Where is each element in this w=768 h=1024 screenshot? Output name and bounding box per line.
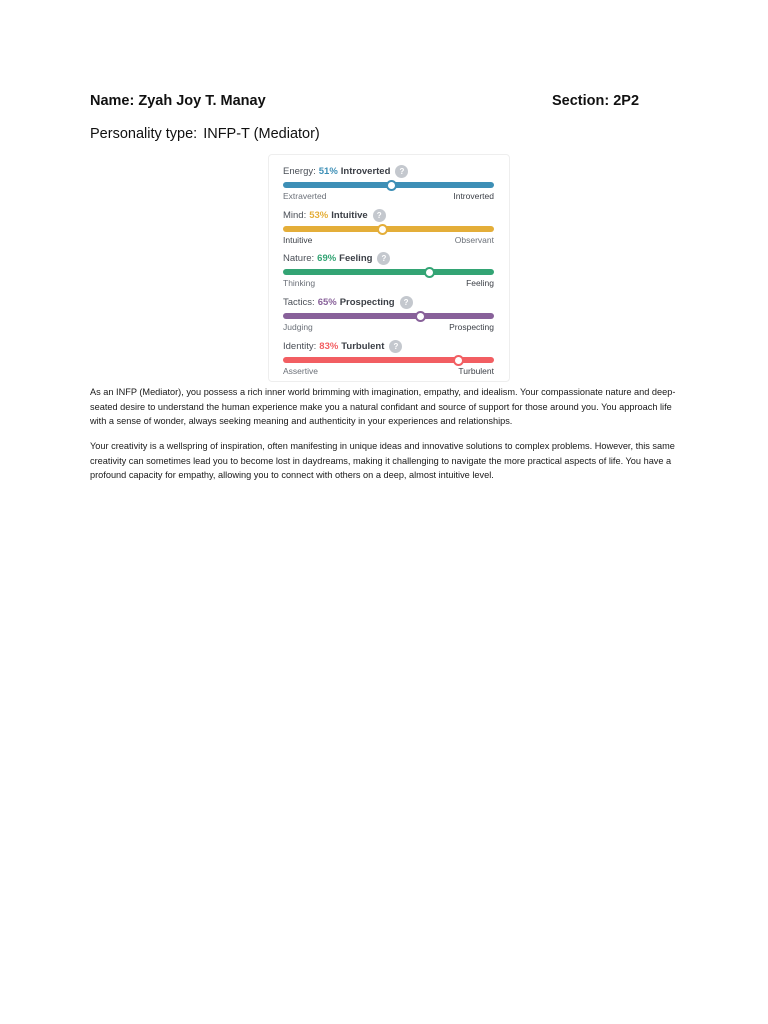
description-paragraph-2: Your creativity is a wellspring of inspiration, often manifesting in unique ideas and innovative solutions to complex problems. However, this same creativity can sometimes lead you to become lost in daydreams, making it challenging to navigate the more practical aspects of life. You have a profound capacity for empathy, allowing you to connect with others on a deep, almost intuitive level. [90, 441, 675, 481]
trait-tactics [283, 296, 494, 333]
trait-ends [283, 321, 494, 333]
trait-bar-knob [386, 180, 397, 191]
personality-type-label: Personality type: [90, 126, 198, 142]
trait-percent: 83% [319, 341, 339, 352]
section-label: Section: 2P2 [552, 93, 640, 109]
trait-title [283, 252, 494, 265]
trait-left-end: Thinking [283, 278, 316, 288]
trait-category: Nature: [283, 253, 315, 264]
trait-energy [283, 165, 494, 202]
trait-right-end: Introverted [453, 191, 494, 201]
trait-category: Tactics: [283, 297, 315, 308]
trait-ends [283, 190, 494, 202]
trait-name: Turbulent [341, 341, 385, 352]
trait-percent: 69% [317, 253, 337, 264]
trait-percent: 65% [317, 297, 337, 308]
trait-ends [283, 277, 494, 289]
trait-bar [283, 182, 494, 188]
trait-category: Mind: [283, 210, 307, 221]
trait-left-end: Extraverted [283, 191, 327, 201]
trait-left-end: Assertive [283, 366, 318, 376]
trait-nature [283, 252, 494, 289]
trait-category: Identity: [283, 341, 317, 352]
help-icon: ? [400, 296, 413, 309]
trait-title [283, 209, 494, 222]
trait-bar [283, 357, 494, 363]
trait-right-end: Observant [454, 235, 494, 245]
trait-ends [283, 234, 494, 246]
trait-percent: 53% [309, 210, 329, 221]
trait-title [283, 165, 494, 178]
trait-right-end: Feeling [466, 278, 494, 288]
trait-identity [283, 340, 494, 377]
help-icon: ? [377, 252, 390, 265]
trait-results-image [268, 154, 510, 382]
trait-name: Intuitive [331, 210, 368, 221]
trait-name: Prospecting [339, 297, 395, 308]
trait-bar [283, 269, 494, 275]
trait-name: Introverted [340, 166, 391, 177]
trait-mind [283, 209, 494, 246]
trait-category: Energy: [283, 166, 316, 177]
description-paragraph-1: As an INFP (Mediator), you possess a rich inner world brimming with imagination, empathy, and idealism. Your compassionate nature and deep-seated desire to understand the human experience make you a natural confidant and source of support for those around you. You approach life with a sense of wonder, always seeking meaning and authenticity in your experiences and relationships. [90, 387, 676, 427]
trait-percent: 51% [318, 166, 338, 177]
help-icon: ? [395, 165, 408, 178]
trait-bar [283, 226, 494, 232]
trait-left-end: Judging [283, 322, 313, 332]
personality-type-value: INFP-T (Mediator) [203, 126, 320, 142]
trait-title [283, 340, 494, 353]
trait-right-end: Turbulent [458, 366, 494, 376]
trait-left-end: Intuitive [283, 235, 313, 245]
trait-bar [283, 313, 494, 319]
student-name: Name: Zyah Joy T. Manay [90, 93, 266, 109]
help-icon: ? [389, 340, 402, 353]
personality-type-line [90, 126, 320, 142]
trait-right-end: Prospecting [449, 322, 494, 332]
trait-bar-knob [424, 267, 435, 278]
trait-title [283, 296, 494, 309]
help-icon: ? [373, 209, 386, 222]
document-header [90, 93, 650, 113]
trait-name: Feeling [339, 253, 373, 264]
trait-ends [283, 365, 494, 377]
